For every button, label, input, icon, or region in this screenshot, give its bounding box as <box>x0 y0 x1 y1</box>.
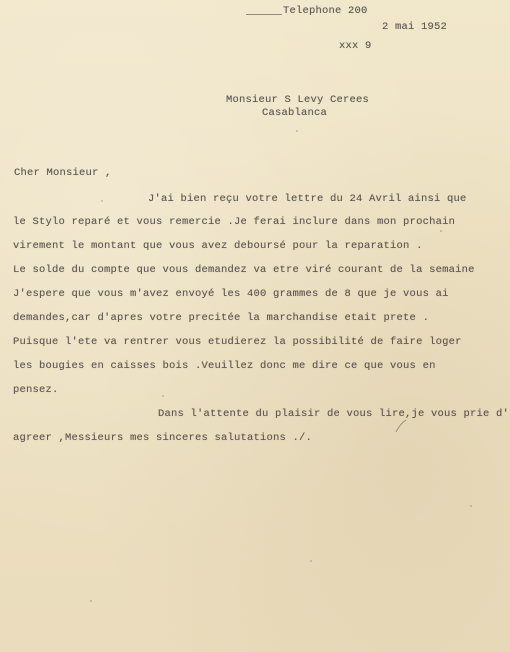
body-line: Puisque l'ete va rentrer vous etudierez la possibilité de faire loger <box>13 336 462 348</box>
paper-speck <box>310 560 312 562</box>
recipient-name: Monsieur S Levy Cerees <box>226 94 370 106</box>
body-line: demandes,car d'apres votre precitée la marchandise etait prete . <box>13 312 430 324</box>
body-line: pensez. <box>13 384 59 396</box>
body-line: les bougies en caisses bois .Veuillez donc me dire ce que vous en <box>13 360 436 372</box>
paper-speck <box>90 600 92 602</box>
body-line: J'ai bien reçu votre lettre du 24 Avril ainsi que <box>148 193 467 205</box>
paper-speck <box>162 395 164 397</box>
paper-speck <box>101 200 103 202</box>
recipient-city: Casablanca <box>262 107 328 119</box>
body-line: virement le montant que vous avez deboursé pour la reparation . <box>13 240 423 252</box>
pen-mark <box>395 419 407 433</box>
body-line: Le solde du compte que vous demandez va etre viré courant de la semaine <box>13 264 475 276</box>
header-rule <box>246 14 282 15</box>
closing-line: agreer ,Messieurs mes sinceres salutations ./. <box>13 432 313 444</box>
letter-date: 2 mai 1952 <box>382 21 448 33</box>
body-line: le Stylo reparé et vous remercie .Je ferai inclure dans mon prochain <box>13 216 456 228</box>
telephone-line: Telephone 200 <box>283 5 368 17</box>
closing-line: Dans l'attente du plaisir de vous lire,je vous prie d' <box>158 408 510 420</box>
body-line: J'espere que vous m'avez envoyé les 400 grammes de 8 que je vous ai <box>13 288 449 300</box>
salutation: Cher Monsieur , <box>14 167 112 179</box>
paper-speck <box>440 230 442 232</box>
paper-speck <box>296 130 298 132</box>
paper-speck <box>470 505 472 507</box>
reference-code: xxx 9 <box>339 40 372 52</box>
